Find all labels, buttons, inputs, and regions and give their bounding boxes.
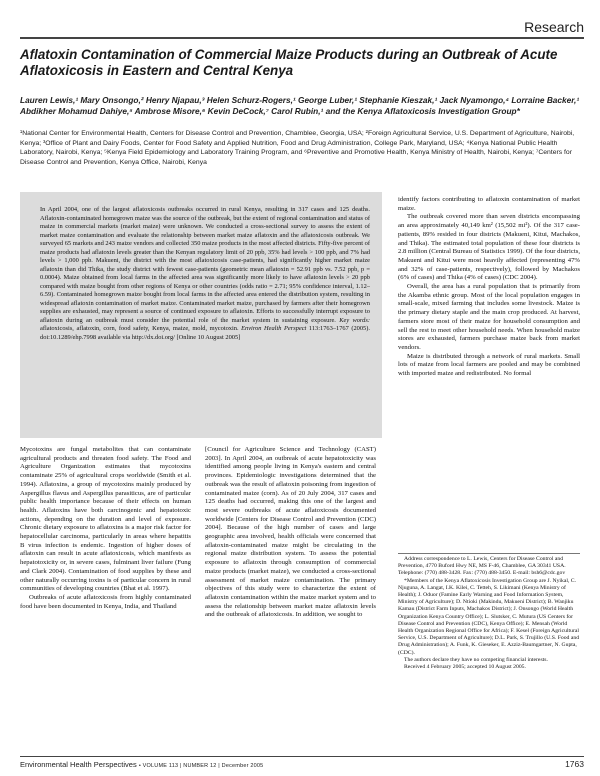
correspondence-address: Address correspondence to L. Lewis, Centers for Disease Control and Prevention, 4770 Buford Hwy NE, MS F-46, Chamblee, GA 30341 USA. Telephone: (770) 488-3428. Fax: (770) 488-3450. E-mail: bsh6@cdc.gov: [398, 556, 566, 577]
body-column-1: [20, 446, 191, 611]
page-number: 1763: [565, 759, 584, 769]
affiliations: ¹National Center for Environmental Health, Centers for Disease Control and Prevention, Chamblee, Georgia, USA; ²Foreign Agricultural Service, U.S. Department of Agriculture, Nairobi, Kenya; ³Office of Plant and Dairy Foods, Center for Food Safety and Applied Nutrition, Food and Drug Administration, College Park, Maryland, USA; ⁴Kenya National Public Health Laboratory, Nairobi, Kenya; ⁵Kenya Field Epidemiology and Laboratory Training Program, and ⁶Preventive and Promotive Health, Kenya Ministry of Health, Nairobi, Kenya; ⁷Centers for Disease Control and Prevention, Kenya Office, Nairobi, Kenya: [20, 130, 575, 166]
received-dates: Received 4 February 2005; accepted 10 August 2005.: [404, 664, 526, 671]
keywords: aflatoxicosis, aflatoxin, corn, food safety, Kenya, maize, mold, mycotoxin.: [40, 325, 239, 332]
author-list: Lauren Lewis,¹ Mary Onsongo,² Henry Njapau,³ Helen Schurz-Rogers,¹ George Luber,¹ Stephanie Kieszak,¹ Jack Nyamongo,⁴ Lorraine Backer,¹ Abdikher Mohamud Dahiye,⁵ Ambrose Misore,⁶ Kevin DeCock,⁷ Carol Rubin,¹ and the Kenya Aflatoxicosis Investigation Group*: [20, 95, 580, 117]
citation: 113:1763–1767 (2005). doi:10.1289/ehp.7998 available via http://dx.doi.org/ [Online 10 August 2005]: [40, 325, 370, 341]
body-paragraph: Mycotoxins are fungal metabolites that can contaminate agricultural products and threaten food safety. The Food and Agriculture Organization estimates that mycotoxins contaminate 25% of agricultural crops worldwide (Smith et al. 1994). Aflatoxins, a group of mycotoxins mainly produced by Aspergillus flavus and Aspergillus parasiticus, are of particular public health importance because of their effects on human health. Aflatoxins have both carcinogenic and hepatotoxic actions, depending on the duration and level of exposure. Chronic dietary exposure to aflatoxins is a major risk factor for hepatocellular carcinoma, particularly in areas where hepatitis B virus infection is endemic. Ingestion of higher doses of aflatoxin can result in acute aflatoxicosis, which manifests as hepatotoxicity or, in severe cases, fulminant liver failure (Fung and Clark 2004). Contamination of food supplies by these and other naturally occurring toxins is of particular concern in rural communities of developing countries (Bhat et al. 1997).: [20, 446, 191, 593]
body-paragraph: identify factors contributing to aflatoxin contamination of market maize.: [398, 196, 580, 212]
abstract-body: In April 2004, one of the largest aflatoxicosis outbreaks occurred in rural Kenya, resulting in 317 cases and 125 deaths. Aflatoxin-contaminated homegrown maize was the source of the outbreak, but the extent of regional contamination and status of maize in commercial markets (market maize) were unknown. We conducted a cross-sectional survey to assess the extent of market maize contamination and evaluate the relationship between market maize aflatoxin and the aflatoxicosis outbreak. We surveyed 65 markets and 243 maize vendors and collected 350 maize products in the most affected districts. Fifty-five percent of maize products had aflatoxin levels greater than the Kenyan regulatory limit of 20 ppb, 35% had levels > 100 ppb, and 7% had levels > 1,000 ppb. Makueni, the district with the most aflatoxicosis case-patients, had significantly higher market maize aflatoxin than did Thika, the study district with fewest case-patients (geometric mean aflatoxin = 52.91 ppb vs. 7.52 ppb, p = 0.0004). Maize obtained from local farms in the affected area was significantly more likely to have aflatoxin levels > 20 ppb compared with maize bought from other regions of Kenya or other countries (odds ratio = 2.71; 95% confidence interval, 1.12–6.59). Contaminated homegrown maize bought from local farms in the affected area entered the distribution system, resulting in widespread aflatoxin contamination of market maize. Contaminated market maize, purchased by farmers after their homegrown supplies are exhausted, may represent a source of continued exposure to aflatoxin. Efforts to successfully interrupt exposure to aflatoxin during an outbreak must consider the potential role of the market system in sustaining exposure.: [40, 206, 370, 324]
footer-volume: • VOLUME 113 | NUMBER 12 | December 2005: [138, 763, 264, 769]
section-label: Research: [524, 19, 584, 35]
body-paragraph: Overall, the area has a rural population that is primarily from the Akamba ethnic group. Most of the local population engages in small-scale, mixed farming that includes some livestock. Maize is the primary dietary staple and the main crop produced. At harvest, farmers store most of their maize for household consumption and sell the rest to meet other household needs. When household maize stores are exhausted, farmers purchase maize back from market vendors.: [398, 283, 580, 351]
footer-journal: [20, 760, 263, 769]
body-paragraph: Maize is distributed through a network of rural markets. Small lots of maize from local farmers are pooled and may be combined with imported maize and redistributed. No formal: [398, 352, 580, 378]
article-title: Aflatoxin Contamination of Commercial Maize Products during an Outbreak of Acute Aflatoxicosis in Eastern and Central Kenya: [20, 47, 558, 78]
body-column-2: [205, 446, 376, 620]
body-column-3: [398, 196, 580, 379]
body-paragraph: [Council for Agriculture Science and Technology (CAST) 2003]. In April 2004, an outbreak of acute hepatotoxicity was identified among people living in Kenya's eastern and central provinces. Epidemiologic investigations determined that the outbreak was the result of aflatoxin poisoning from ingestion of contaminated maize (corn). As of 20 July 2004, 317 cases and 125 deaths had occurred, making this one of the largest and most severe outbreaks of acute aflatoxicosis documented worldwide [Centers for Disease Control and Prevention (CDC) 2004]. Because of the high number of cases and large geographic area involved, health officials were concerned that aflatoxin-contaminated maize might be circulating in the regional maize distribution system. To assess the potential exposure to aflatoxin through consumption of commercial maize products (market maize), we conducted a cross-sectional assessment of market maize contamination. The primary objectives of this study were to characterize the extent of aflatoxin contamination within the maize market system and to assess the relationship between market maize aflatoxin levels and the outbreak of aflatoxicosis. In addition, we sought to: [205, 446, 376, 619]
header-rule: [20, 37, 584, 39]
correspondence-block: [398, 556, 580, 671]
footer-journal-name: Environmental Health Perspectives: [20, 760, 137, 769]
footer-rule: [20, 756, 584, 757]
correspondence-rule: [398, 553, 580, 554]
investigation-group-members: *Members of the Kenya Aflatoxicosis Investigation Group are J. Nyikal, C. Njuguna, A. Langat, I.K. Kilei, C. Tetteh, S. Likimani (Kenya Ministry of Health); J. Oduor (Famine Early Warning and Food Information System, Ministry of Agriculture); D. Ntioki (Makindu, Makueni District); B. Wanjiku Kamau (District Farm Inputs, Machakos District); J. Onsongo (World Health Organization Kenya Country Office); L. Slutsker, C. Mutura (US Centers for Disease Control and Prevention (CDC), Kenya Office); E. Mensah (World Health Organization Regional Office for Africa); F. Kesel (Foreign Agricultural Service, U.S. Department of Agriculture); D.L. Park, S. Trujillo (U.S. Food and Drug Administration); A. Funk, K. Gieseker, E. Azziz-Baumgartner, N. Gupta, (CDC).: [398, 577, 580, 656]
abstract: [40, 206, 370, 342]
body-paragraph: The outbreak covered more than seven districts encompassing an area approximately 40,149 km² (15,502 mi²). Of the 317 case-patients, 89% resided in four districts (Makueni, Kitui, Machakos, and Thika). The estimated total population of these four districts is 2.8 million (Central Bureau of Statistics 1999). Of the four districts, Makueni and Kitui were most heavily affected (representing 47% and 32% of case-patients, respectively), followed by Machakos (6% of cases) and Thika (4% of cases) (CDC 2004).: [398, 213, 580, 282]
body-paragraph: Outbreaks of acute aflatoxicosis from highly contaminated food have been documented in Kenya, India, and Thailand: [20, 593, 191, 610]
citation-journal: Environ Health Perspect: [241, 325, 307, 332]
keywords-label: Key words:: [339, 316, 370, 324]
competing-interests: The authors declare they have no competing financial interests.: [404, 656, 548, 663]
